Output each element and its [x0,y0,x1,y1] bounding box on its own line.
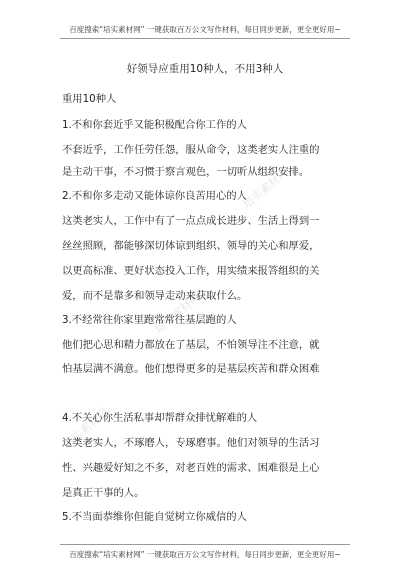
paragraph-line: 这类老实人，工作中有了一点点成长进步、生活上得到一 [62,215,320,227]
document-title: 好领导应重用10种人，不用3种人 [126,63,284,75]
paragraph-line: 是真正干事的人。 [62,487,145,499]
watermark: 培实素材网 [152,290,204,337]
paragraph-line: 爱，而不是靠多和领导走动来获取什么。 [62,290,248,302]
page-footer: 百度搜索“培实素材网” 一键获取百万公文写作材料，每日同步更新，更全更好用~ [69,550,341,559]
paragraph-line: 以更高标准、更好状态投入工作，用实绩来报答组织的关 [62,265,320,277]
watermark: 培实素材网 [60,405,112,452]
item-heading: 2.不和你多走动又能体谅你良苦用心的人 [62,190,247,202]
page-header: 百度搜索“培实素材网” 一键获取百万公文写作材料，每日同步更新，更全更好用~ [69,25,341,34]
footer-divider [60,544,350,545]
watermark: 培实素材网 [240,165,292,212]
item-heading: 5.不当面恭维你但能自觉树立你威信的人 [62,511,247,523]
paragraph-line: 性、兴趣爱好知之不多，对老百姓的需求、困难很是上心 [62,462,320,474]
paragraph-line: 他们把心思和精力都放在了基层，不怕领导注不注意，就 [62,339,320,351]
paragraph-line: 是主动干事，不习惯于察言观色，一切听从组织安排。 [62,166,310,178]
header-divider [60,38,350,39]
item-heading: 3.不经常往你家里跑常常往基层跑的人 [62,314,237,326]
item-heading: 4.不关心你生活私事却帮群众排忧解难的人 [62,412,258,424]
item-heading: 1.不和你套近乎又能积极配合你工作的人 [62,119,247,131]
paragraph-line: 这类老实人，不琢磨人，专琢磨事。他们对领导的生活习 [62,437,320,449]
paragraph-line: 不套近乎，工作任劳任怨，服从命令，这类老实人注重的 [62,144,320,156]
paragraph-line: 怕基层满不满意。他们想得更多的是基层疾苦和群众困难 [62,363,320,375]
paragraph-line: 丝丝照顾，都能够深切体谅到组织、领导的关心和厚爱， [62,240,320,252]
section-heading: 重用10种人 [62,93,117,105]
